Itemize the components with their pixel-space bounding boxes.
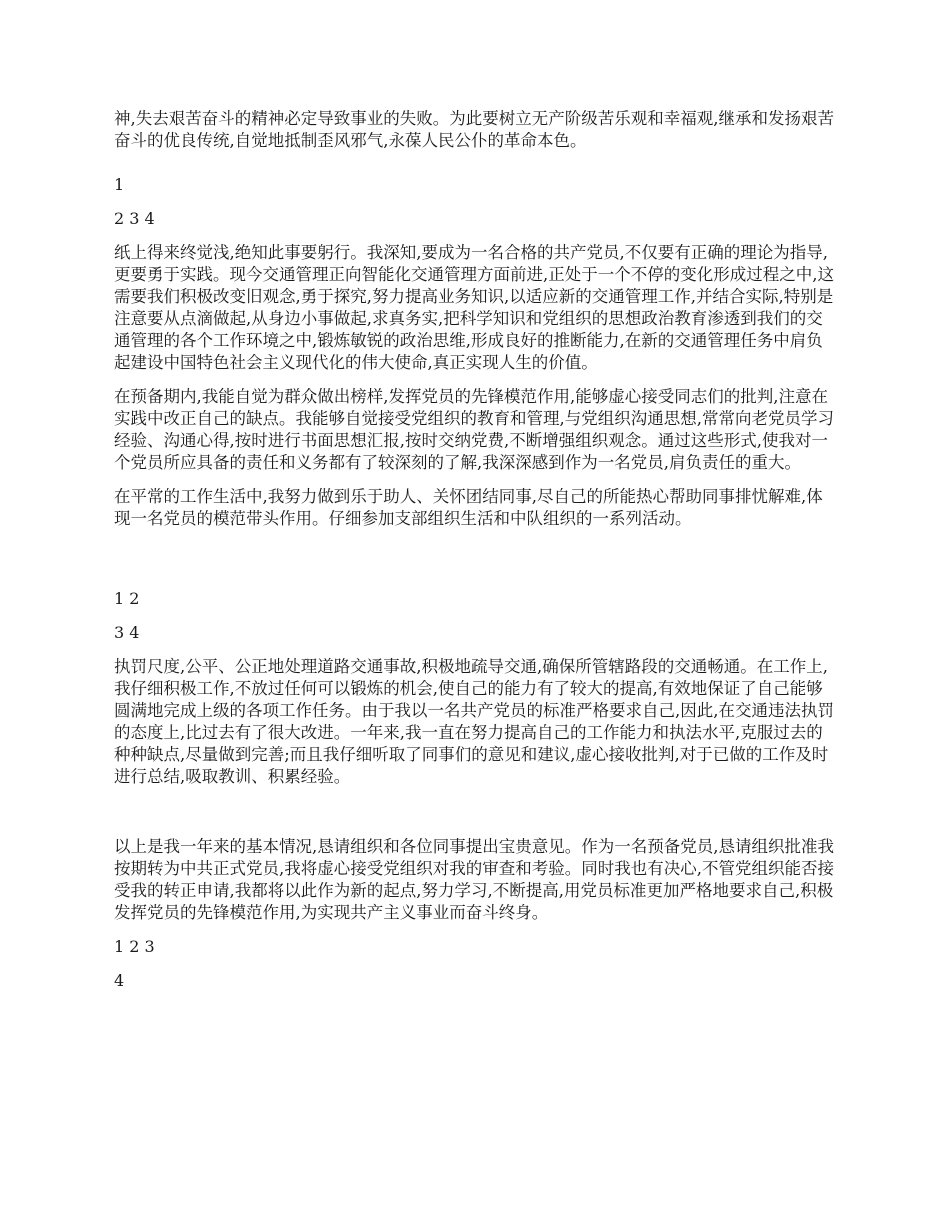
paragraph: 在预备期内,我能自觉为群众做出榜样,发挥党员的先锋模范作用,能够虚心接受同志们的批判,注意在实践中改正自己的缺点。我能够自觉接受党组织的教育和管理,与党组织沟通思想,常常向老党员学习经验、沟通心得,按时进行书面思想汇报,按时交纳党费,不断增强组织观念。通过这些形式,使我对一个党员所应具备的责任和义务都有了较深刻的了解,我深深感到作为一名党员,肩负责任的重大。 [114,387,834,472]
page-number-line: 3 4 [114,623,140,642]
page-number-line: 1 2 3 [114,937,155,956]
paragraph: 以上是我一年来的基本情况,恳请组织和各位同事提出宝贵意见。作为一名预备党员,恳请组织批准我按期转为中共正式党员,我将虚心接受党组织对我的审查和考验。同时我也有决心,不管党组织能否接受我的转正申请,我都将以此作为新的起点,努力学习,不断提高,用党员标准更加严格地要求自己,积极发挥党员的先锋模范作用,为实现共产主义事业而奋斗终身。 [114,837,834,922]
paragraph: 在平常的工作生活中,我努力做到乐于助人、关怀团结同事,尽自己的所能热心帮助同事排忧解难,体现一名党员的模范带头作用。仔细参加支部组织生活和中队组织的一系列活动。 [114,487,823,528]
page-number-line: 4 [114,971,125,990]
page-number-line: 2 3 4 [114,209,155,228]
document-page [114,108,836,992]
paragraph: 执罚尺度,公平、公正地处理道路交通事故,积极地疏导交通,确保所管辖路段的交通畅通。在工作上,我仔细积极工作,不放过任何可以锻炼的机会,使自己的能力有了较大的提高,有效地保证了自己能够圆满地完成上级的各项工作任务。由于我以一名共产党员的标准严格要求自己,因此,在交通违法执罚的态度上,比过去有了很大改进。一年来,我一直在努力提高自己的工作能力和执法水平,克服过去的种种缺点,尽量做到完善;而且我仔细听取了同事们的意见和建议,虚心接收批判,对于已做的工作及时进行总结,吸取教训、积累经验。 [114,657,834,786]
paragraph: 纸上得来终觉浅,绝知此事要躬行。我深知,要成为一名合格的共产党员,不仅要有正确的理论为指导,更要勇于实践。现今交通管理正向智能化交通管理方面前进,正处于一个不停的变化形成过程之中,这需要我们积极改变旧观念,勇于探究,努力提高业务知识,以适应新的交通管理工作,并结合实际,特别是注意要从点滴做起,从身边小事做起,求真务实,把科学知识和党组织的思想政治教育渗透到我们的交通管理的各个工作环境之中,锻炼敏锐的政治思维,形成良好的推断能力,在新的交通管理任务中肩负起建设中国特色社会主义现代化的伟大使命,真正实现人生的价值。 [114,243,834,372]
paragraph: 神,失去艰苦奋斗的精神必定导致事业的失败。为此要树立无产阶级苦乐观和幸福观,继承和发扬艰苦奋斗的优良传统,自觉地抵制歪风邪气,永葆人民公仆的革命本色。 [114,109,834,150]
page-number-line: 1 2 [114,589,140,608]
page-number-line: 1 [114,175,125,194]
